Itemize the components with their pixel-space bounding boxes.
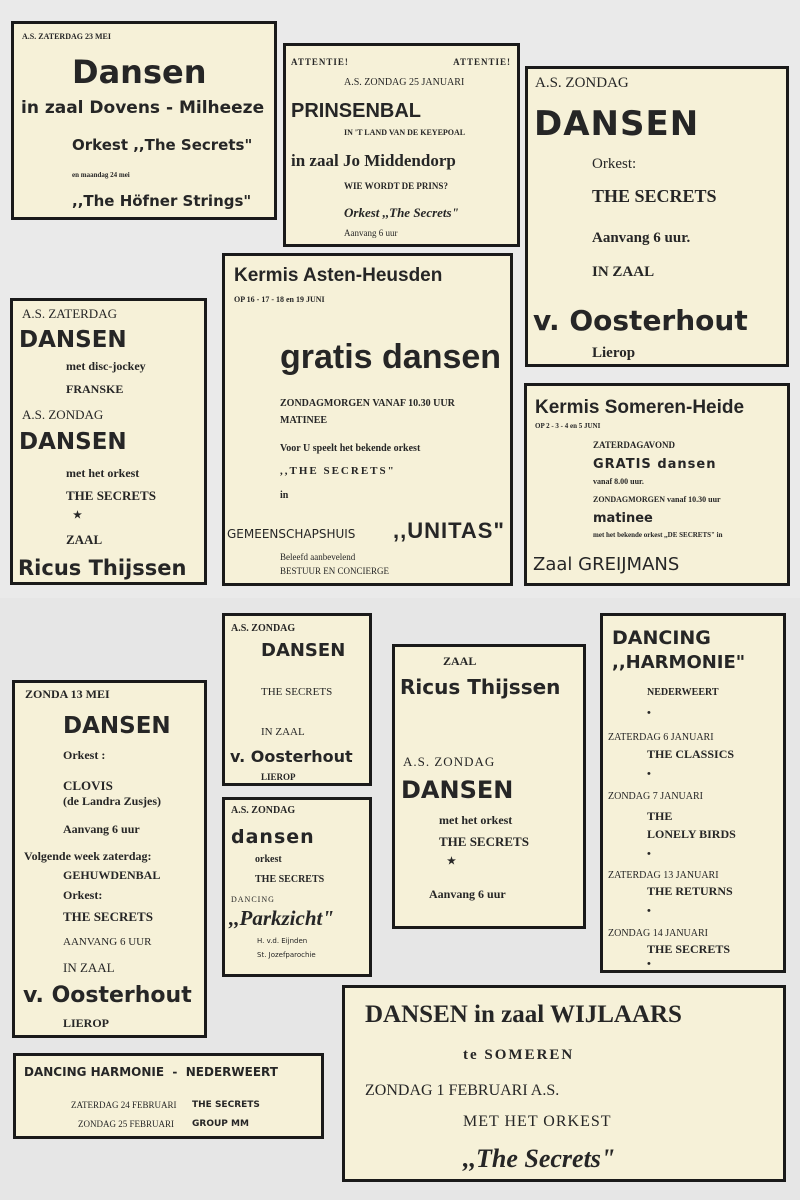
advert-oosterhout-lierop — [525, 66, 789, 367]
advert-dancing-harmonie — [600, 613, 786, 973]
advert-start-time: Aanvang 6 uur — [63, 822, 140, 836]
advert-date: A.S. ZONDAG 25 JANUARI — [344, 77, 465, 88]
advert-subline: Voor U speelt het bekende orkest — [280, 443, 421, 454]
advert-matinee-time: ZONDAGMORGEN VANAF 10.30 UUR — [280, 398, 455, 409]
advert-orchestra: THE SECRETS — [592, 186, 717, 206]
advert-date-4: ZONDAG 14 JANUARI — [608, 928, 708, 939]
advert-question: WIE WORDT DE PRINS? — [344, 181, 448, 191]
advert-orchestra: THE SECRETS — [439, 834, 529, 849]
advert-date-3: ZATERDAG 13 JANUARI — [608, 870, 719, 881]
advert-date-2: ZONDAG 7 JANUARI — [608, 791, 703, 802]
advert-start-time: Aanvang 6 uur — [429, 887, 506, 901]
advert-start-time-2: AANVANG 6 UUR — [63, 936, 152, 948]
advert-ricus-thijssen-2 — [392, 644, 586, 929]
advert-orchestra: THE SECRETS — [66, 488, 156, 503]
advert-headline: DANSEN — [19, 327, 127, 353]
bullet-icon: • — [647, 768, 651, 780]
advert-footer: Beleefd aanbevelend — [280, 552, 356, 562]
advert-date: A.S. ZONDAG — [231, 623, 296, 634]
advert-venue: ,,HARMONIE" — [612, 652, 746, 673]
advert-venue-label: IN ZAAL — [63, 960, 115, 975]
advert-band-1: THE SECRETS — [192, 1100, 260, 1110]
advert-subline: met het orkest — [439, 813, 513, 827]
advert-headline: Dansen — [72, 53, 207, 91]
advert-headline: Kermis Asten-Heusden — [234, 265, 443, 286]
advert-venue: v. Oosterhout — [533, 304, 748, 337]
advert-orchestra: THE SECRETS — [255, 874, 325, 885]
advert-date-1: ZATERDAG 24 FEBRUARI — [71, 1100, 177, 1110]
advert-headline: DANSEN in zaal WIJLAARS — [365, 1001, 682, 1028]
advert-clovis-oosterhout — [12, 680, 207, 1038]
advert-date: OP 16 - 17 - 18 en 19 JUNI — [234, 295, 325, 304]
advert-orchestra-2: THE SECRETS — [63, 909, 153, 924]
advert-band-2b: LONELY BIRDS — [647, 827, 736, 841]
advert-subline: met disc-jockey — [66, 359, 146, 373]
advert-venue: Ricus Thijssen — [400, 675, 561, 699]
advert-in: in — [280, 490, 289, 501]
advert-parkzicht — [222, 797, 372, 977]
advert-place: te SOMEREN — [463, 1047, 575, 1063]
advert-orchestra: CLOVIS — [63, 778, 113, 793]
advert-headline: DANSEN — [534, 104, 700, 144]
advert-dovens-milheeze — [11, 21, 277, 220]
advert-start-time: Aanvang 6 uur. — [592, 230, 691, 246]
advert-parish: St. Jozefparochie — [257, 951, 316, 959]
advert-band-3: THE RETURNS — [647, 884, 733, 898]
advert-evening: ZATERDAGAVOND — [593, 440, 675, 450]
advert-venue: v. Oosterhout — [23, 983, 192, 1008]
advert-matinee-time: ZONDAGMORGEN vanaf 10.30 uur — [593, 495, 721, 504]
advert-orchestra-label: orkest — [255, 854, 282, 865]
star-icon: ★ — [73, 510, 82, 521]
advert-next-week: Volgende week zaterdag: — [24, 849, 152, 863]
advert-venue-label: IN ZAAL — [261, 726, 305, 738]
advert-date: A.S. ZATERDAG — [22, 306, 117, 321]
advert-harmonie-nederweert — [13, 1053, 324, 1139]
advert-place: LIEROP — [261, 772, 296, 782]
advert-venue: Zaal GREIJMANS — [533, 554, 680, 575]
advert-venue-type: GEMEENSCHAPSHUIS — [227, 527, 356, 541]
advert-headline: DANSEN — [63, 713, 171, 739]
advert-oosterhout-small — [222, 613, 372, 786]
advert-attention-right: ATTENTIE! — [453, 57, 511, 67]
advert-title: GRATIS dansen — [593, 457, 717, 472]
advert-orchestra-2: ,,The Höfner Strings" — [72, 192, 252, 210]
advert-band-4: THE SECRETS — [647, 942, 731, 956]
bullet-icon: • — [647, 958, 651, 970]
advert-orchestra: Orkest ,,The Secrets" — [344, 205, 459, 220]
advert-kermis-someren-heide — [524, 383, 790, 586]
advert-headline: DANCING HARMONIE - NEDERWEERT — [24, 1065, 278, 1079]
advert-venue-label: ZAAL — [66, 532, 103, 547]
advert-orchestra-label-2: Orkest: — [63, 888, 103, 902]
advert-prinsenbal — [283, 43, 520, 247]
advert-date: ZONDA 13 MEI — [25, 687, 110, 701]
advert-orchestra-label: Orkest : — [63, 748, 106, 762]
advert-subline: en maandag 24 mei — [72, 171, 130, 179]
advert-orchestra: ,,THE SECRETS" — [280, 465, 396, 477]
advert-venue: in zaal Dovens - Milheeze — [21, 98, 265, 118]
advert-place: Lierop — [592, 345, 636, 361]
advert-headline: DANSEN — [261, 640, 346, 661]
advert-headline: dansen — [231, 826, 315, 848]
advert-venue-label: IN ZAAL — [592, 264, 655, 280]
advert-attention-left: ATTENTIE! — [291, 57, 349, 67]
advert-event: GEHUWDENBAL — [63, 868, 161, 882]
advert-orchestra: THE SECRETS — [261, 686, 333, 698]
advert-venue: ,,UNITAS" — [393, 518, 505, 543]
advert-orchestra-label: Orkest: — [592, 156, 637, 172]
advert-orchestra: met het bekende orkest ,,DE SECRETS" in — [593, 531, 723, 539]
advert-venue: ,,Parkzicht" — [229, 906, 334, 930]
advert-dj: FRANSKE — [66, 382, 124, 396]
advert-orchestra-note: (de Landra Zusjes) — [63, 794, 162, 808]
advert-evening-time: vanaf 8.00 uur. — [593, 477, 644, 486]
advert-matinee: MATINEE — [280, 415, 328, 426]
advert-venue: in zaal Jo Middendorp — [291, 151, 456, 170]
advert-owner: H. v.d. Eijnden — [257, 937, 308, 945]
bullet-icon: • — [647, 905, 651, 917]
advert-date-2: A.S. ZONDAG — [22, 407, 104, 422]
advert-matinee: matinee — [593, 511, 653, 526]
advert-venue: Ricus Thijssen — [18, 556, 187, 580]
advert-orchestra: Orkest ,,The Secrets" — [72, 136, 253, 154]
advert-date: OP 2 - 3 - 4 en 5 JUNI — [535, 422, 601, 430]
advert-date: A.S. ZONDAG — [535, 75, 629, 91]
advert-subline: MET HET ORKEST — [463, 1113, 612, 1130]
advert-subline: IN 'T LAND VAN DE KEYEPOAL — [344, 128, 466, 137]
advert-orchestra: ,,The Secrets" — [463, 1144, 616, 1173]
advert-ricus-thijssen-1 — [10, 298, 207, 585]
advert-place: LIEROP — [63, 1016, 110, 1030]
advert-headline: DANCING — [612, 627, 711, 649]
advert-footer-2: BESTUUR EN CONCIERGE — [280, 566, 390, 576]
advert-title: gratis dansen — [280, 338, 502, 376]
advert-zaal-wijlaars — [342, 985, 786, 1182]
advert-band-2a: THE — [647, 809, 673, 823]
advert-dancing-label: DANCING — [231, 895, 275, 904]
advert-band-2: GROUP MM — [192, 1119, 249, 1129]
advert-kermis-asten-heusden — [222, 253, 513, 586]
advert-date: ZONDAG 1 FEBRUARI A.S. — [365, 1082, 560, 1099]
star-icon: ★ — [447, 856, 456, 867]
advert-place: NEDERWEERT — [647, 687, 719, 698]
advert-headline: Kermis Someren-Heide — [535, 397, 745, 418]
advert-subline-2: met het orkest — [66, 466, 140, 480]
advert-headline-2: DANSEN — [19, 429, 127, 455]
advert-date: A.S. ZONDAG — [403, 754, 496, 769]
advert-start-time: Aanvang 6 uur — [344, 228, 398, 238]
advert-date: A.S. ZONDAG — [231, 805, 296, 816]
advert-venue: v. Oosterhout — [230, 747, 353, 766]
advert-headline: PRINSENBAL — [291, 100, 422, 122]
advert-date-2: ZONDAG 25 FEBRUARI — [78, 1119, 175, 1129]
advert-date: A.S. ZATERDAG 23 MEI — [22, 32, 111, 41]
advert-headline: DANSEN — [401, 776, 514, 804]
advert-venue-label: ZAAL — [443, 654, 477, 668]
bullet-icon: • — [647, 707, 651, 719]
bullet-icon: • — [647, 848, 651, 860]
advert-band-1: THE CLASSICS — [647, 747, 735, 761]
advert-date-1: ZATERDAG 6 JANUARI — [608, 732, 714, 743]
